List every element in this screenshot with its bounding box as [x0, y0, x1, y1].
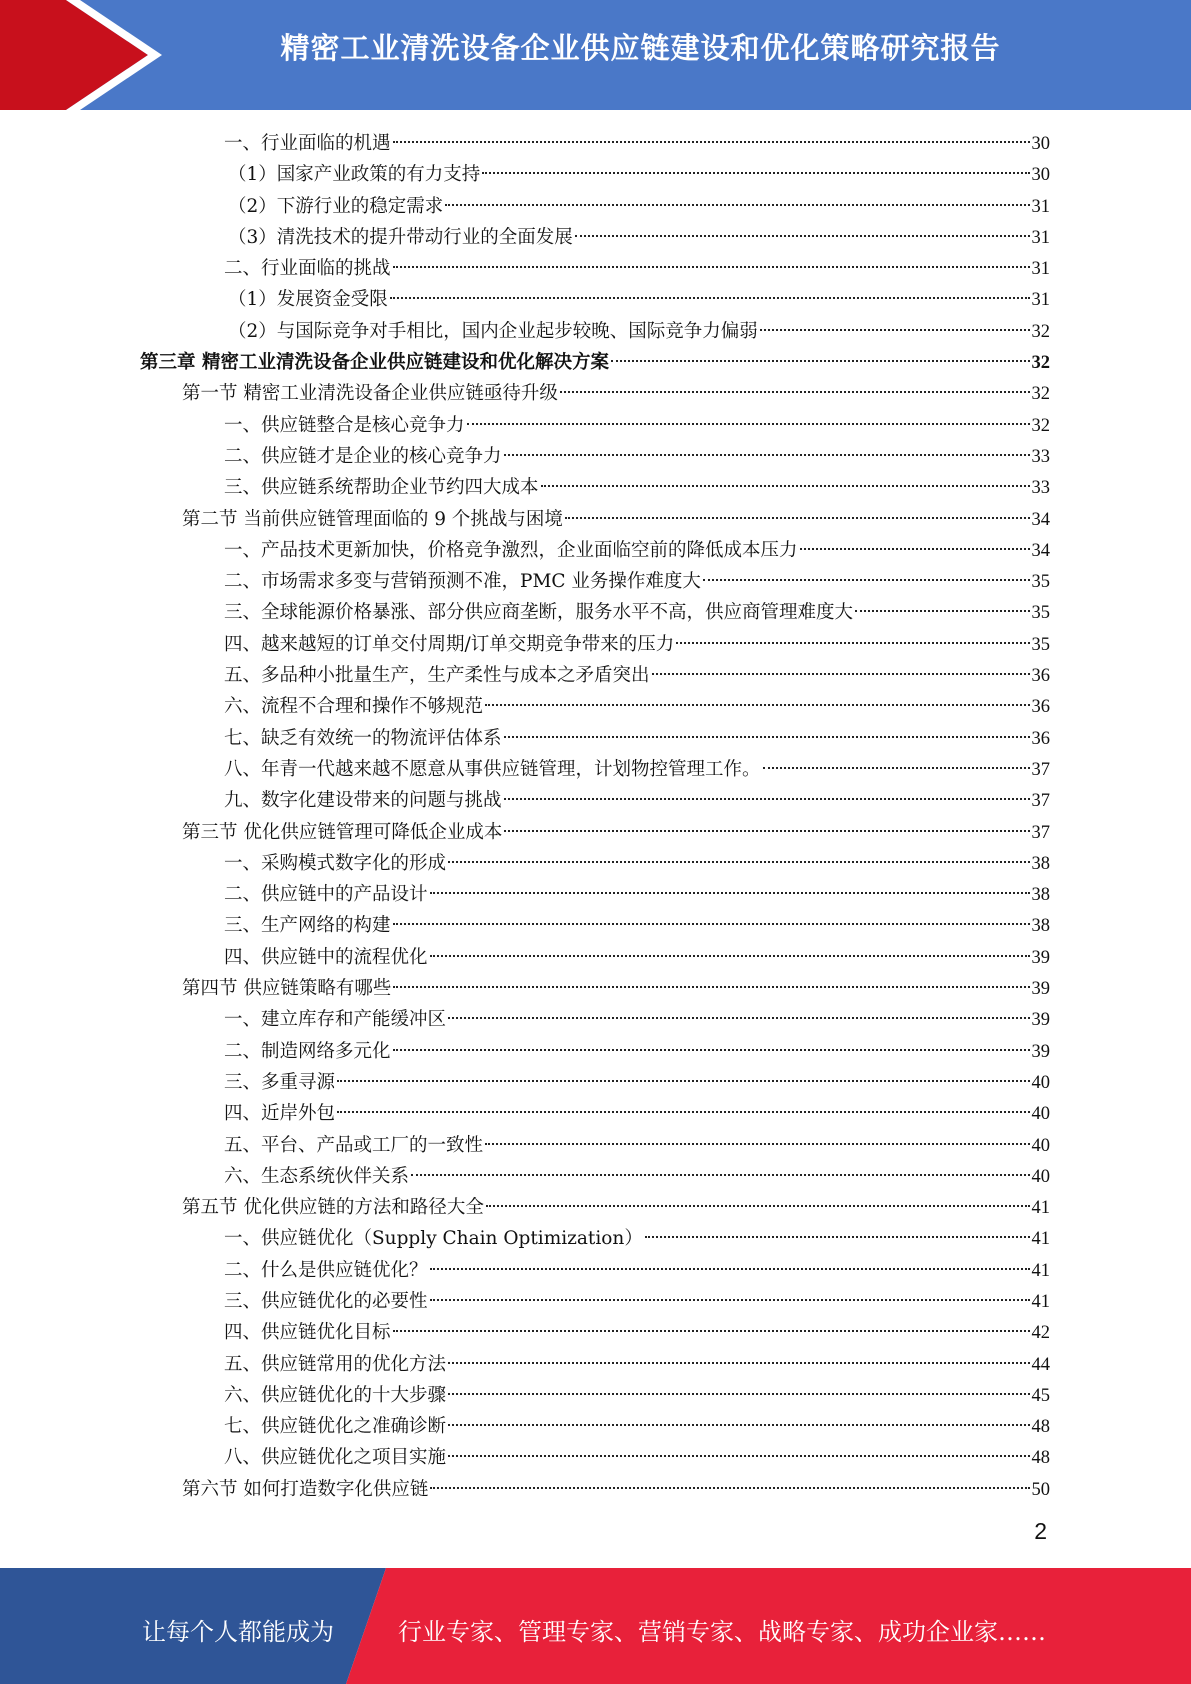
toc-entry-label: 三、供应链系统帮助企业节约四大成本 [224, 477, 539, 499]
toc-entry-label: 八、供应链优化之项目实施 [224, 1447, 447, 1469]
toc-entry-page: 45 [1031, 1385, 1050, 1406]
toc-entry-page: 37 [1031, 822, 1050, 843]
toc-leader-dots [760, 329, 1030, 331]
toc-entry-item[interactable] [140, 441, 1050, 472]
toc-leader-dots [393, 923, 1030, 925]
toc-entry-page: 35 [1031, 634, 1050, 655]
toc-entry-label: 八、年青一代越来越不愿意从事供应链管理，计划物控管理工作。 [224, 758, 761, 780]
toc-entry-page: 30 [1031, 134, 1050, 154]
toc-entry-page: 42 [1031, 1323, 1050, 1344]
toc-entry-item[interactable] [140, 1442, 1050, 1473]
toc-entry-page: 32 [1031, 415, 1050, 436]
toc-entry-page: 31 [1031, 290, 1050, 311]
toc-entry-item[interactable] [140, 942, 1050, 973]
toc-entry-item[interactable] [140, 410, 1050, 441]
toc-entry-item[interactable] [140, 1130, 1050, 1161]
toc-entry-item[interactable] [140, 1223, 1050, 1254]
toc-entry-item[interactable] [140, 691, 1050, 722]
toc-leader-dots [448, 1362, 1029, 1364]
toc-entry-item[interactable] [140, 597, 1050, 628]
toc-leader-dots [565, 517, 1030, 519]
toc-entry-item[interactable] [140, 472, 1050, 503]
toc-entry-page: 44 [1031, 1354, 1050, 1375]
toc-entry-sub[interactable] [140, 191, 1050, 222]
toc-entry-item[interactable] [140, 535, 1050, 566]
toc-leader-dots [504, 798, 1030, 800]
toc-entry-label: 第三节 优化供应链管理可降低企业成本 [182, 821, 503, 843]
toc-leader-dots [448, 861, 1029, 863]
toc-leader-dots [430, 1268, 1030, 1270]
toc-leader-dots [448, 1455, 1029, 1457]
toc-leader-dots [504, 830, 1029, 832]
toc-entry-page: 31 [1031, 227, 1050, 248]
toc-entry-label: （1）国家产业政策的有力支持 [228, 164, 481, 186]
toc-entry-label: 第六节 如何打造数字化供应链 [182, 1478, 429, 1500]
toc-entry-page: 40 [1031, 1166, 1050, 1187]
footer-slogan-left: 让每个人都能成为 [142, 1618, 334, 1646]
toc-entry-page: 40 [1031, 1104, 1050, 1125]
toc-entry-label: （3）清洗技术的提升带动行业的全面发展 [228, 226, 573, 248]
toc-entry-label: 第二节 当前供应链管理面临的 9 个挑战与困境 [182, 508, 563, 530]
toc-entry-page: 31 [1031, 196, 1050, 217]
toc-entry-page: 38 [1031, 853, 1050, 874]
toc-leader-dots [575, 235, 1030, 237]
toc-entry-label: 三、全球能源价格暴涨、部分供应商垄断，服务水平不高，供应商管理难度大 [224, 602, 854, 624]
toc-entry-label: 二、供应链才是企业的核心竞争力 [224, 445, 502, 467]
toc-entry-item[interactable] [140, 879, 1050, 910]
toc-entry-label: 一、供应链优化（Supply Chain Optimization） [224, 1228, 643, 1250]
toc-leader-dots [652, 673, 1030, 675]
toc-entry-label: 一、供应链整合是核心竞争力 [224, 414, 465, 436]
toc-entry-sub[interactable] [140, 159, 1050, 190]
toc-entry-label: 三、生产网络的构建 [224, 915, 391, 937]
toc-entry-page: 50 [1031, 1479, 1050, 1500]
toc-leader-dots [390, 297, 1030, 299]
toc-entry-item[interactable] [140, 785, 1050, 816]
toc-leader-dots [485, 704, 1029, 706]
toc-entry-item[interactable] [140, 1349, 1050, 1380]
toc-entry-label: 四、供应链优化目标 [224, 1322, 391, 1344]
toc-entry-sub[interactable] [140, 316, 1050, 347]
toc-entry-item[interactable] [140, 1255, 1050, 1286]
toc-entry-page: 33 [1031, 478, 1050, 499]
toc-entry-item[interactable] [140, 629, 1050, 660]
toc-entry-label: 四、近岸外包 [224, 1103, 336, 1125]
toc-entry-item[interactable] [140, 128, 1050, 159]
toc-entry-label: 四、供应链中的流程优化 [224, 946, 428, 968]
toc-leader-dots [486, 1205, 1030, 1207]
toc-entry-page: 35 [1031, 572, 1050, 593]
toc-entry-section[interactable] [140, 378, 1050, 409]
toc-entry-item[interactable] [140, 1411, 1050, 1442]
toc-entry-item[interactable] [140, 1286, 1050, 1317]
toc-entry-page: 41 [1031, 1260, 1050, 1281]
toc-entry-page: 39 [1031, 1010, 1050, 1031]
toc-leader-dots [645, 1236, 1030, 1238]
toc-entry-label: 三、供应链优化的必要性 [224, 1290, 428, 1312]
toc-leader-dots [393, 266, 1030, 268]
toc-leader-dots [430, 1299, 1030, 1301]
toc-entry-label: 四、越来越短的订单交付周期/订单交期竞争带来的压力 [224, 633, 675, 655]
toc-leader-dots [560, 391, 1030, 393]
toc-entry-label: 三、多重寻源 [224, 1071, 336, 1093]
toc-entry-label: 九、数字化建设带来的问题与挑战 [224, 790, 502, 812]
toc-entry-page: 39 [1031, 1041, 1050, 1062]
toc-entry-page: 34 [1031, 540, 1050, 561]
toc-leader-dots [337, 1080, 1029, 1082]
toc-leader-dots [482, 172, 1029, 174]
toc-entry-item[interactable] [140, 1161, 1050, 1192]
toc-leader-dots [445, 204, 1029, 206]
toc-entry-item[interactable] [140, 1098, 1050, 1129]
toc-entry-label: 第四节 供应链策略有哪些 [182, 978, 392, 1000]
toc-leader-dots [448, 1017, 1029, 1019]
toc-entry-label: 二、供应链中的产品设计 [224, 884, 428, 906]
toc-leader-dots [541, 485, 1030, 487]
toc-leader-dots [485, 1143, 1029, 1145]
toc-leader-dots [411, 1174, 1029, 1176]
toc-leader-dots [800, 548, 1030, 550]
toc-entry-label: （1）发展资金受限 [228, 289, 388, 311]
toc-entry-page: 39 [1031, 979, 1050, 1000]
toc-entry-item[interactable] [140, 253, 1050, 284]
toc-entry-label: 五、多品种小批量生产，生产柔性与成本之矛盾突出 [224, 665, 650, 687]
toc-leader-dots [504, 736, 1030, 738]
toc-leader-dots [393, 1049, 1030, 1051]
toc-entry-label: 五、供应链常用的优化方法 [224, 1353, 447, 1375]
toc-entry-label: 六、生态系统伙伴关系 [224, 1165, 410, 1187]
toc-entry-page: 38 [1031, 916, 1050, 937]
toc-entry-page: 36 [1031, 666, 1050, 687]
toc-entry-section[interactable] [140, 973, 1050, 1004]
toc-leader-dots [430, 892, 1030, 894]
toc-entry-page: 37 [1031, 759, 1050, 780]
toc-entry-section[interactable] [140, 817, 1050, 848]
toc-entry-item[interactable] [140, 660, 1050, 691]
toc-entry-label: 一、行业面临的机遇 [224, 133, 391, 154]
toc-entry-page: 31 [1031, 259, 1050, 280]
toc-entry-section[interactable] [140, 1474, 1050, 1505]
toc-entry-sub[interactable] [140, 222, 1050, 253]
toc-entry-page: 41 [1031, 1198, 1050, 1219]
toc-entry-item[interactable] [140, 723, 1050, 754]
toc-entry-label: 二、市场需求多变与营销预测不准，PMC 业务操作难度大 [224, 571, 701, 593]
toc-leader-dots [393, 141, 1030, 143]
toc-entry-page: 39 [1031, 947, 1050, 968]
toc-entry-page: 32 [1031, 384, 1050, 405]
toc-entry-section[interactable] [140, 1192, 1050, 1223]
page-number: 2 [1034, 1518, 1047, 1544]
toc-leader-dots [430, 1487, 1029, 1489]
toc-entry-page: 34 [1031, 509, 1050, 530]
toc-entry-label: 七、缺乏有效统一的物流评估体系 [224, 727, 502, 749]
toc-leader-dots [703, 579, 1030, 581]
toc-entry-page: 32 [1031, 321, 1050, 342]
toc-entry-page: 41 [1031, 1291, 1050, 1312]
toc-leader-dots [393, 1330, 1030, 1332]
toc-leader-dots [611, 360, 1030, 362]
toc-leader-dots [448, 1424, 1029, 1426]
toc-entry-label: （2）与国际竞争对手相比，国内企业起步较晚、国际竞争力偏弱 [228, 320, 758, 342]
toc-leader-dots [467, 423, 1030, 425]
toc-leader-dots [430, 955, 1030, 957]
toc-entry-page: 36 [1031, 728, 1050, 749]
toc-leader-dots [504, 454, 1030, 456]
toc-entry-label: 第五节 优化供应链的方法和路径大全 [182, 1197, 484, 1219]
toc-entry-item[interactable] [140, 1380, 1050, 1411]
toc-leader-dots [763, 767, 1030, 769]
toc-entry-item[interactable] [140, 1317, 1050, 1348]
toc-entry-label: 五、平台、产品或工厂的一致性 [224, 1134, 484, 1156]
toc-entry-page: 33 [1031, 446, 1050, 467]
document-title: 精密工业清洗设备企业供应链建设和优化策略研究报告 [280, 31, 1001, 65]
toc-entry-page: 40 [1031, 1135, 1050, 1156]
toc-entry-section[interactable] [140, 504, 1050, 535]
toc-entry-item[interactable] [140, 1067, 1050, 1098]
toc-entry-label: 一、采购模式数字化的形成 [224, 852, 447, 874]
toc-leader-dots [448, 1393, 1029, 1395]
toc-entry-item[interactable] [140, 848, 1050, 879]
toc-entry-chapter[interactable] [140, 347, 1050, 378]
toc-entry-item[interactable] [140, 1004, 1050, 1035]
toc-leader-dots [676, 642, 1029, 644]
toc-entry-page: 41 [1031, 1229, 1050, 1250]
toc-entry-label: 二、制造网络多元化 [224, 1040, 391, 1062]
toc-entry-page: 38 [1031, 885, 1050, 906]
toc-entry-sub[interactable] [140, 284, 1050, 315]
toc-entry-label: 第三章 精密工业清洗设备企业供应链建设和优化解决方案 [140, 352, 609, 374]
toc-entry-label: （2）下游行业的稳定需求 [228, 195, 444, 217]
table-of-contents [140, 128, 1050, 1505]
toc-entry-label: 一、产品技术更新加快，价格竞争激烈，企业面临空前的降低成本压力 [224, 539, 798, 561]
toc-entry-label: 二、行业面临的挑战 [224, 258, 391, 280]
toc-entry-item[interactable] [140, 910, 1050, 941]
toc-entry-page: 30 [1031, 165, 1050, 186]
toc-entry-page: 32 [1031, 353, 1050, 374]
toc-entry-label: 六、供应链优化的十大步骤 [224, 1384, 447, 1406]
toc-entry-label: 一、建立库存和产能缓冲区 [224, 1009, 447, 1031]
toc-entry-page: 48 [1031, 1448, 1050, 1469]
toc-entry-item[interactable] [140, 754, 1050, 785]
toc-leader-dots [855, 610, 1029, 612]
toc-entry-label: 六、流程不合理和操作不够规范 [224, 696, 484, 718]
toc-entry-page: 35 [1031, 603, 1050, 624]
toc-entry-label: 第一节 精密工业清洗设备企业供应链亟待升级 [182, 383, 558, 405]
toc-entry-label: 七、供应链优化之准确诊断 [224, 1416, 447, 1438]
page-header [0, 0, 1191, 110]
footer-slogan-right: 行业专家、管理专家、营销专家、战略专家、成功企业家…… [398, 1618, 1046, 1646]
toc-entry-label: 二、什么是供应链优化？ [224, 1259, 428, 1281]
toc-entry-item[interactable] [140, 1036, 1050, 1067]
toc-entry-page: 36 [1031, 697, 1050, 718]
toc-entry-page: 40 [1031, 1072, 1050, 1093]
toc-entry-item[interactable] [140, 566, 1050, 597]
toc-entry-page: 48 [1031, 1417, 1050, 1438]
toc-entry-page: 37 [1031, 791, 1050, 812]
toc-leader-dots [337, 1111, 1029, 1113]
toc-leader-dots [393, 986, 1029, 988]
